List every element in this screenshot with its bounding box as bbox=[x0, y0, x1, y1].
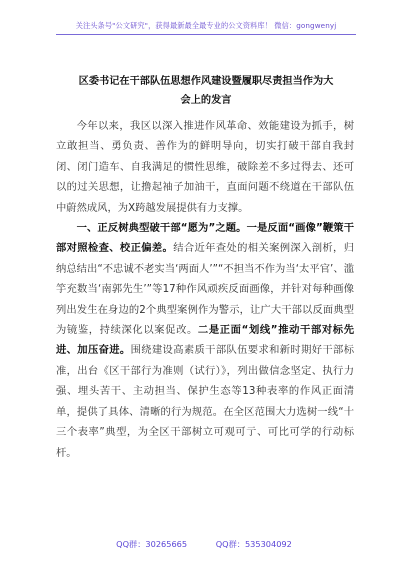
title-line-2: 会上的发言 bbox=[180, 95, 232, 106]
paragraph-section-1 bbox=[56, 218, 354, 463]
section-1-heading: 一、正反树典型破干部“愿为”之题。一是反面“画像”鞭策干部对照检查、校正偏差。 bbox=[56, 222, 354, 255]
qq-group-1: QQ群：30265665 bbox=[116, 539, 188, 549]
header-banner: 关注头条号"公文研究"，获得最新最全最专业的公文资料库！ 微信：gongwenyj bbox=[56, 21, 356, 35]
title-line-1: 区委书记在干部队伍思想作风建设暨履职尽责担当作为大 bbox=[78, 76, 334, 87]
document-body bbox=[56, 116, 354, 463]
paragraph-intro: 今年以来，我区以深入推进作风革命、效能建设为抓手，树立敢担当、勇负责、善作为的鲜明导向，切实打破干部自我封闭、闭门造车、自我满足的惯性思维，破除差不多过得去、还可以的过关思想，让撸起袖子加油干，直面问题不绕道在干部队伍中蔚然成风，为X跨越发展提供有力支撑。 bbox=[56, 120, 354, 214]
section-1-subheading: 二是正面“划线”推动干部对标先进、加压奋进。 bbox=[56, 324, 354, 357]
section-1-text-2: 围绕建设高素质干部队伍要求和新时期好干部标准，出台《区干部行为准则（试行）》，列出做信念坚定、执行力强、埋头苦干、主动担当、保护生态等13种表率的作风正面清单，提供了具体、清晰的行为规范。在全区范围大力选树一线“十三个表率”典型，为全区干部树立可观可亍、可比可学的行动标杆。 bbox=[56, 344, 355, 459]
footer-contact bbox=[0, 539, 408, 550]
document-title bbox=[56, 72, 356, 110]
qq-group-2: QQ群：535304092 bbox=[215, 539, 292, 549]
section-1-text: 结合近年查处的相关案例深入剖析，归纳总结出“不忠诚不老实当‘两面人’”“不担当不作为当‘太平官’、滥竽充数当‘南郭先生’”等17种作风顽疾反面画像，并针对每种画像列出发生在身边的2个典型案例作为警示，让广大干部以反面典型为镜鉴，持续深化以案促改。 bbox=[56, 242, 355, 337]
